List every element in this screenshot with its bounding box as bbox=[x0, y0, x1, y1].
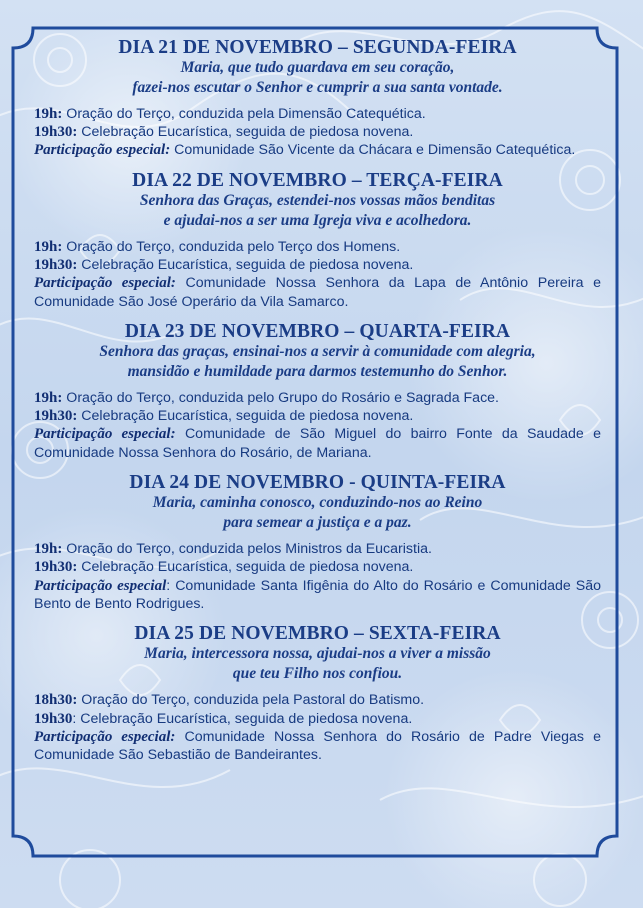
prayer-line: fazei-nos escutar o Senhor e cumprir a sua santa vontade. bbox=[132, 79, 503, 96]
time-label: 19h: bbox=[34, 390, 63, 407]
time-label: 19h30: bbox=[34, 124, 78, 141]
participation-label: Participação especial: bbox=[34, 426, 176, 443]
day-items bbox=[34, 238, 601, 311]
special-participation bbox=[34, 274, 601, 311]
prayer-line: Senhora das graças, ensinai-nos a servir à comunidade com alegria, bbox=[99, 343, 536, 361]
schedule-text: Celebração Eucarística, seguida de piedosa novena. bbox=[77, 408, 414, 425]
prayer-line: para semear a justiça e a paz. bbox=[223, 514, 412, 532]
day-25 bbox=[34, 623, 601, 764]
prayer-line: Senhora das Graças, estendei-nos vossas mãos benditas bbox=[139, 191, 496, 209]
time-label: 19h30: bbox=[34, 257, 78, 274]
time-label: 19h30: bbox=[34, 559, 78, 576]
time-label: 18h30: bbox=[34, 692, 78, 709]
schedule-line bbox=[34, 558, 601, 576]
schedule-line bbox=[34, 710, 601, 728]
participation-label: Participação especial: bbox=[34, 142, 171, 159]
prayer-line: Maria, que tudo guardava em seu coração, bbox=[180, 59, 455, 76]
schedule-text: Celebração Eucarística, seguida de piedosa novena. bbox=[77, 257, 414, 274]
participation-text: : Comunidade Santa Ifigênia do Alto do Rosário e Comunidade São Bento de Bento Rodrigues. bbox=[34, 577, 601, 613]
day-title: DIA 24 DE NOVEMBRO - QUINTA-FEIRA bbox=[129, 472, 506, 494]
schedule-text: : Celebração Eucarística, seguida de piedosa novena. bbox=[72, 710, 413, 727]
prayer-line: Maria, caminha conosco, conduzindo-nos ao Reino bbox=[152, 494, 483, 512]
day-items bbox=[34, 105, 601, 160]
day-title: DIA 22 DE NOVEMBRO – TERÇA-FEIRA bbox=[132, 169, 503, 191]
day-items bbox=[34, 540, 601, 613]
schedule-text: Celebração Eucarística, seguida de piedosa novena. bbox=[77, 559, 414, 576]
schedule-line bbox=[34, 407, 601, 425]
time-label: 19h: bbox=[34, 106, 63, 122]
time-label: 19h30 bbox=[34, 710, 73, 727]
participation-text: Comunidade Nossa Senhora da Lapa de Antônio Pereira e Comunidade São José Operário da Vila Samarco. bbox=[34, 275, 601, 310]
schedule-line bbox=[34, 256, 601, 274]
schedule-line bbox=[34, 691, 601, 709]
time-label: 19h: bbox=[34, 238, 63, 255]
participation-label: Participação especial bbox=[34, 577, 167, 594]
schedule-text: Celebração Eucarística, seguida de piedosa novena. bbox=[77, 124, 414, 141]
time-label: 19h: bbox=[34, 541, 63, 558]
prayer-line: mansidão e humildade para darmos testemunho do Senhor. bbox=[127, 363, 508, 381]
participation-text: Comunidade Nossa Senhora do Rosário de Padre Viegas e Comunidade São Sebastião de Bandeirantes. bbox=[34, 728, 601, 764]
day-title: DIA 21 DE NOVEMBRO – SEGUNDA-FEIRA bbox=[118, 37, 517, 58]
schedule-line bbox=[34, 123, 601, 141]
day-24 bbox=[34, 472, 601, 613]
day-title: DIA 23 DE NOVEMBRO – QUARTA-FEIRA bbox=[124, 321, 511, 343]
participation-text: Comunidade São Vicente da Chácara e Dimensão Catequética. bbox=[170, 142, 576, 159]
schedule-line bbox=[34, 105, 601, 123]
schedule-line bbox=[34, 540, 601, 558]
special-participation bbox=[34, 141, 601, 159]
schedule-text: Oração do Terço, conduzida pela Dimensão Catequética. bbox=[62, 106, 426, 122]
participation-label: Participação especial: bbox=[34, 728, 176, 745]
schedule-text: Oração do Terço, conduzida pelo Terço dos Homens. bbox=[62, 238, 401, 255]
prayer-line: Maria, intercessora nossa, ajudai-nos a viver a missão bbox=[144, 645, 491, 663]
prayer-line: que teu Filho nos confiou. bbox=[232, 665, 403, 683]
special-participation bbox=[34, 577, 601, 614]
prayer-line: e ajudai-nos a ser uma Igreja viva e acolhedora. bbox=[163, 211, 472, 229]
schedule-text: Oração do Terço, conduzida pelos Ministros da Eucaristia. bbox=[62, 541, 432, 558]
day-items bbox=[34, 691, 601, 764]
day-items bbox=[34, 389, 601, 462]
day-22 bbox=[34, 170, 601, 311]
day-21 bbox=[34, 37, 601, 160]
schedule bbox=[34, 37, 601, 765]
participation-text: Comunidade de São Miguel do bairro Fonte da Saudade e Comunidade Nossa Senhora do Rosário, de Mariana. bbox=[34, 426, 601, 461]
special-participation bbox=[34, 728, 601, 765]
day-23 bbox=[34, 321, 601, 462]
day-title: DIA 25 DE NOVEMBRO – SEXTA-FEIRA bbox=[134, 623, 501, 645]
schedule-line bbox=[34, 238, 601, 256]
schedule-text: Oração do Terço, conduzida pela Pastoral do Batismo. bbox=[77, 692, 425, 709]
special-participation bbox=[34, 425, 601, 462]
schedule-line bbox=[34, 389, 601, 407]
schedule-text: Oração do Terço, conduzida pelo Grupo do Rosário e Sagrada Face. bbox=[62, 390, 500, 407]
time-label: 19h30: bbox=[34, 408, 78, 425]
participation-label: Participação especial: bbox=[34, 275, 176, 292]
